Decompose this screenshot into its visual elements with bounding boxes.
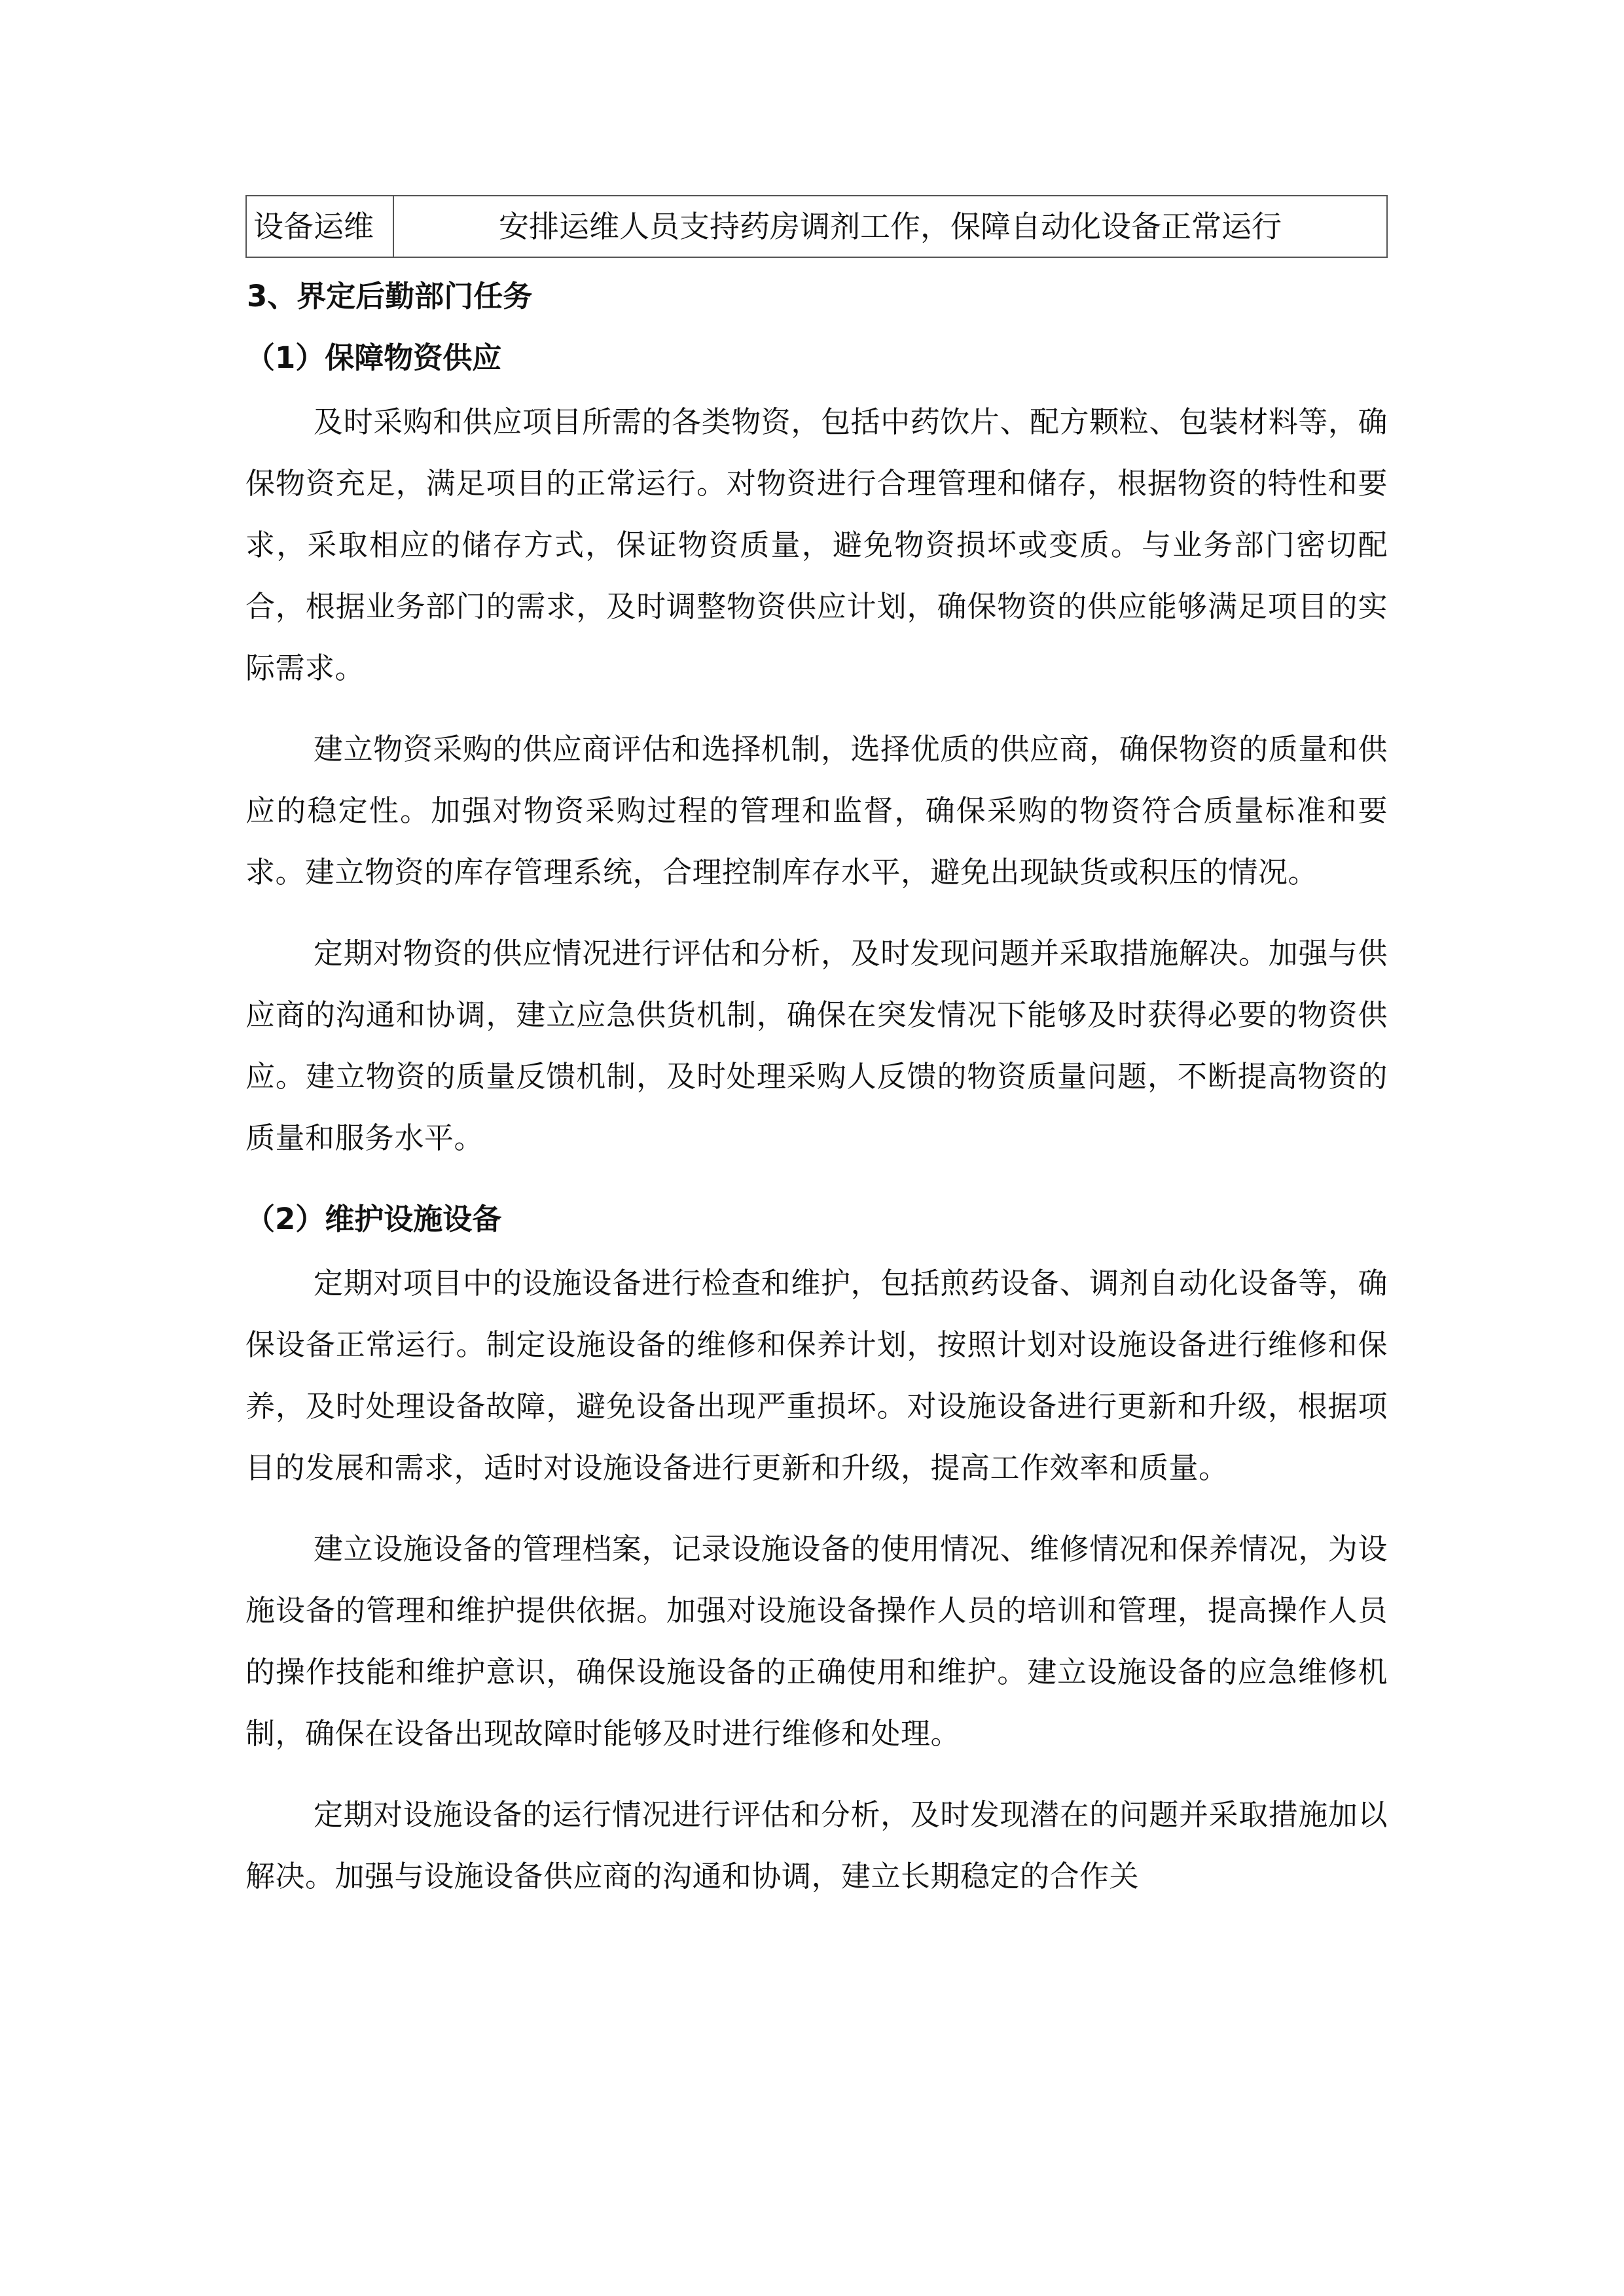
table-row: [246, 196, 1387, 257]
paragraph: 及时采购和供应项目所需的各类物资，包括中药饮片、配方颗粒、包装材料等，确保物资充足，满足项目的正常运行。对物资进行合理管理和储存，根据物资的特性和要求，采取相应的储存方式，保证物资质量，避免物资损坏或变质。与业务部门密切配合，根据业务部门的需求，及时调整物资供应计划，确保物资的供应能够满足项目的实际需求。: [245, 404, 1388, 685]
subsection-title-supply: （1）保障物资供应: [245, 340, 502, 375]
duty-table: [245, 195, 1388, 258]
section-title: 3、界定后勤部门任务: [247, 279, 533, 314]
table-cell-label: 设备运维: [246, 196, 393, 257]
paragraph: 定期对项目中的设施设备进行检查和维护，包括煎药设备、调剂自动化设备等，确保设备正常运行。制定设施设备的维修和保养计划，按照计划对设施设备进行维修和保养，及时处理设备故障，避免设备出现严重损坏。对设施设备进行更新和升级，根据项目的发展和需求，适时对设施设备进行更新和升级，提高工作效率和质量。: [245, 1266, 1388, 1485]
paragraph: 定期对设施设备的运行情况进行评估和分析，及时发现潜在的问题并采取措施加以解决。加强与设施设备供应商的沟通和协调，建立长期稳定的合作关: [245, 1797, 1388, 1893]
page-content: [245, 195, 1388, 1927]
paragraph: 建立物资采购的供应商评估和选择机制，选择优质的供应商，确保物资的质量和供应的稳定性。加强对物资采购过程的管理和监督，确保采购的物资符合质量标准和要求。建立物资的库存管理系统，合理控制库存水平，避免出现缺货或积压的情况。: [245, 732, 1388, 889]
paragraph: 定期对物资的供应情况进行评估和分析，及时发现问题并采取措施解决。加强与供应商的沟通和协调，建立应急供货机制，确保在突发情况下能够及时获得必要的物资供应。建立物资的质量反馈机制，及时处理采购人反馈的物资质量问题，不断提高物资的质量和服务水平。: [245, 936, 1388, 1155]
subsection-title-maintenance: （2）维护设施设备: [245, 1202, 502, 1236]
paragraph: 建立设施设备的管理档案，记录设施设备的使用情况、维修情况和保养情况，为设施设备的管理和维护提供依据。加强对设施设备操作人员的培训和管理，提高操作人员的操作技能和维护意识，确保设施设备的正确使用和维护。建立设施设备的应急维修机制，确保在设备出现故障时能够及时进行维修和处理。: [245, 1532, 1388, 1751]
table-cell-content: 安排运维人员支持药房调剂工作，保障自动化设备正常运行: [393, 196, 1387, 257]
